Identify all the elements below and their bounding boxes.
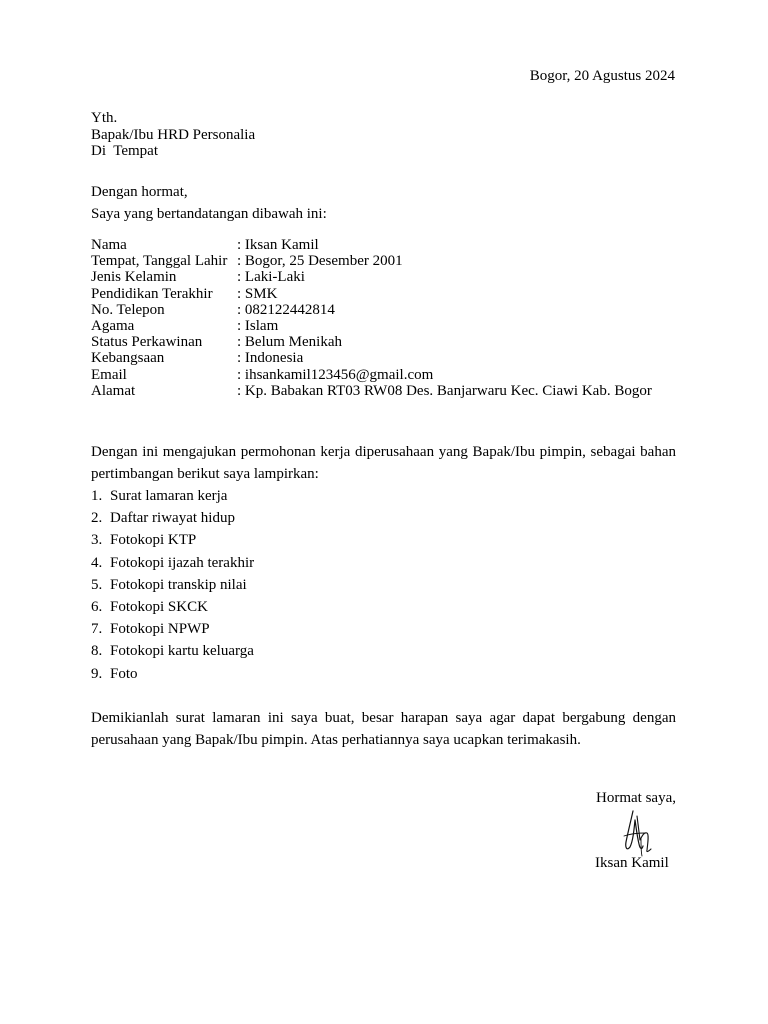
biodata-row	[91, 237, 652, 253]
attachment-number: 7.	[91, 621, 103, 638]
biodata-value: : Laki-Laki	[237, 269, 305, 286]
attachment-number: 1.	[91, 488, 103, 504]
biodata-row	[91, 334, 652, 350]
attachment-number: 5.	[91, 576, 103, 593]
attachment-item	[91, 618, 254, 640]
biodata-row	[91, 286, 652, 302]
attachment-text: Fotokopi KTP	[110, 532, 197, 549]
biodata-value: : Belum Menikah	[237, 334, 342, 351]
biodata-row	[91, 269, 652, 285]
attachment-item	[91, 507, 254, 529]
attachment-item	[91, 485, 254, 507]
attachment-number: 4.	[91, 554, 103, 571]
attachment-item	[91, 574, 254, 596]
attachment-text: Fotokopi transkip nilai	[110, 576, 247, 593]
attachment-number: 6.	[91, 599, 103, 616]
letter-date: Bogor, 20 Agustus 2024	[529, 68, 675, 84]
biodata-value: : Islam	[237, 318, 279, 335]
attachment-item	[91, 529, 254, 551]
closing-salutation: Hormat saya,	[596, 790, 676, 806]
biodata-value: : Indonesia	[237, 350, 304, 367]
biodata-row	[91, 253, 652, 269]
biodata-value: : SMK	[237, 285, 278, 302]
attachment-text: Daftar riwayat hidup	[110, 510, 235, 527]
greeting: Dengan hormat,	[91, 184, 188, 200]
attachment-number: 3.	[91, 532, 103, 549]
biodata-value: : ihsankamil123456@gmail.com	[237, 366, 434, 383]
biodata-row	[91, 383, 652, 399]
attachment-text: Fotokopi kartu keluarga	[110, 643, 254, 660]
biodata-row	[91, 318, 652, 334]
attachment-number: 2.	[91, 510, 103, 527]
biodata-label: Tempat, Tanggal Lahir	[91, 253, 228, 270]
signer-name: Iksan Kamil	[595, 855, 669, 871]
biodata-value: : Iksan Kamil	[237, 237, 319, 253]
biodata-value: : Bogor, 25 Desember 2001	[237, 253, 403, 270]
application-paragraph: Dengan ini mengajukan permohonan kerja diperusahaan yang Bapak/Ibu pimpin, sebagai bahan pertimbangan berikut saya lampirkan:	[91, 444, 676, 482]
attachment-text: Foto	[110, 665, 138, 682]
attachment-text: Surat lamaran kerja	[110, 488, 228, 504]
attachment-text: Fotokopi ijazah terakhir	[110, 554, 255, 571]
attachment-item	[91, 596, 254, 618]
attachment-text: Fotokopi NPWP	[110, 621, 210, 638]
attachment-list	[91, 485, 254, 685]
biodata-label: Nama	[91, 237, 127, 253]
attachment-item	[91, 640, 254, 662]
biodata-label: No. Telepon	[91, 301, 165, 318]
recipient-line: Bapak/Ibu HRD Personalia	[91, 126, 256, 143]
biodata-value: : Kp. Babakan RT03 RW08 Des. Banjarwaru Kec. Ciawi Kab. Bogor	[237, 382, 652, 399]
recipient-block	[91, 110, 255, 160]
intro-line: Saya yang bertandatangan dibawah ini:	[91, 206, 327, 222]
attachment-text: Fotokopi SKCK	[110, 599, 208, 616]
biodata-row	[91, 350, 652, 366]
biodata-row	[91, 367, 652, 383]
biodata-label: Status Perkawinan	[91, 334, 203, 351]
recipient-line: Di Tempat	[91, 143, 158, 159]
biodata-label: Email	[91, 366, 127, 383]
biodata-row	[91, 302, 652, 318]
biodata-value: : 082122442814	[237, 301, 335, 318]
biodata-label: Agama	[91, 318, 135, 335]
attachment-number: 8.	[91, 643, 103, 660]
greeting-block	[91, 181, 327, 225]
recipient-line: Yth.	[91, 110, 118, 126]
biodata-label: Jenis Kelamin	[91, 269, 177, 286]
attachment-number: 9.	[91, 665, 103, 682]
biodata-label: Pendidikan Terakhir	[91, 285, 213, 302]
biodata-label: Kebangsaan	[91, 350, 165, 367]
closing-paragraph: Demikianlah surat lamaran ini saya buat, besar harapan saya agar dapat bergabung dengan perusahaan yang Bapak/Ibu pimpin. Atas perhatiannya saya ucapkan terimakasih.	[91, 710, 676, 748]
biodata-table	[91, 237, 652, 399]
attachment-item	[91, 552, 254, 574]
signature-image	[616, 806, 664, 858]
biodata-label: Alamat	[91, 382, 136, 399]
attachment-item	[91, 663, 254, 685]
